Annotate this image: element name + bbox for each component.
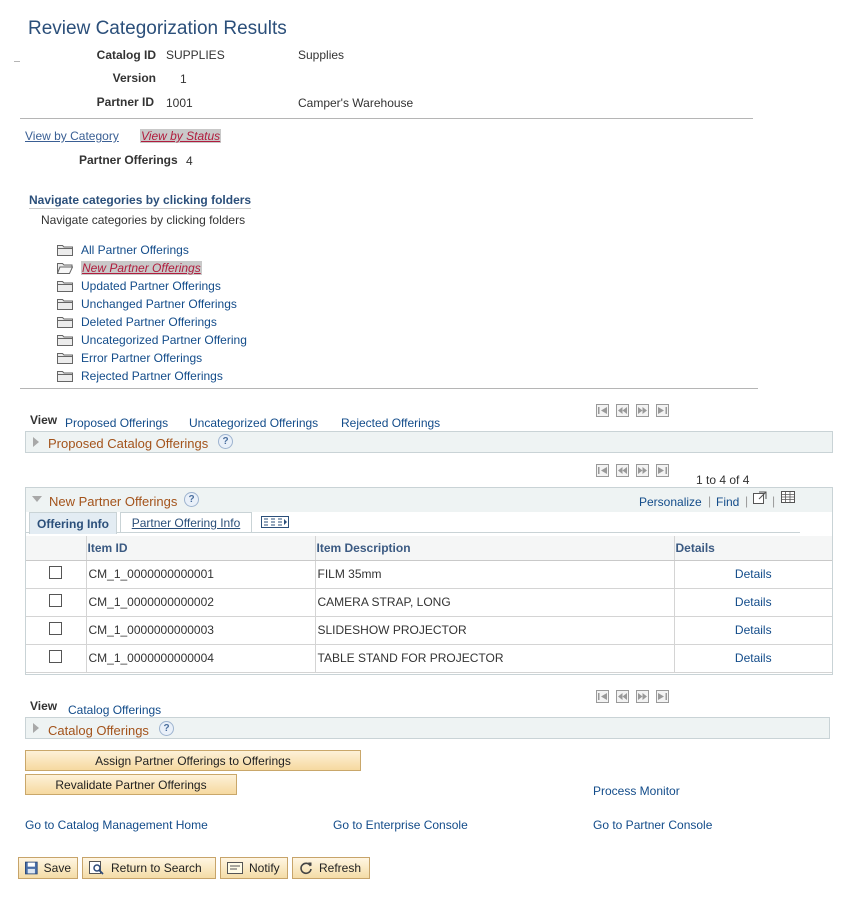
folder-label-rejected[interactable]: Rejected Partner Offerings bbox=[81, 369, 223, 383]
details-cell bbox=[674, 616, 832, 644]
view-by-category-link[interactable]: View by Category bbox=[25, 129, 119, 143]
catalog-id-value: SUPPLIES bbox=[166, 48, 225, 62]
partner-console-link[interactable]: Go to Partner Console bbox=[593, 818, 713, 832]
folder-icon bbox=[57, 334, 73, 346]
folder-label-deleted[interactable]: Deleted Partner Offerings bbox=[81, 315, 217, 329]
notify-button[interactable] bbox=[220, 857, 288, 879]
partner-id-value: 1001 bbox=[166, 96, 193, 110]
help-icon[interactable]: ? bbox=[218, 434, 233, 449]
item-id-cell: CM_1_0000000000002 bbox=[86, 588, 315, 616]
catalog-id-label: Catalog ID bbox=[96, 48, 156, 62]
details-link[interactable]: Details bbox=[734, 567, 772, 581]
separator: | bbox=[745, 494, 749, 508]
next-icon[interactable] bbox=[636, 690, 649, 703]
version-value: 1 bbox=[180, 72, 187, 86]
last-icon[interactable] bbox=[656, 464, 669, 477]
item-id-cell: CM_1_0000000000004 bbox=[86, 644, 315, 672]
proposed-offerings-link[interactable]: Proposed Offerings bbox=[65, 416, 169, 430]
grid-pager-text: 1 to 4 of 4 bbox=[696, 473, 750, 487]
folder-item[interactable] bbox=[57, 295, 247, 313]
row-select-cell bbox=[26, 588, 86, 616]
catalog-offerings-bar[interactable] bbox=[25, 717, 830, 739]
details-link[interactable]: Details bbox=[734, 651, 772, 665]
partner-offerings-count: 4 bbox=[186, 154, 193, 168]
partner-offerings-label: Partner Offerings bbox=[79, 153, 178, 167]
find-link[interactable]: Find bbox=[716, 495, 740, 509]
details-cell bbox=[674, 560, 832, 588]
row-checkbox[interactable] bbox=[49, 650, 62, 663]
refresh-label: Refresh bbox=[319, 861, 362, 875]
row-select-cell bbox=[26, 560, 86, 588]
enterprise-console-link[interactable]: Go to Enterprise Console bbox=[333, 818, 468, 832]
next-icon[interactable] bbox=[636, 404, 649, 417]
process-monitor-link[interactable]: Process Monitor bbox=[593, 784, 680, 798]
table-row bbox=[26, 560, 832, 588]
row-checkbox[interactable] bbox=[49, 622, 62, 635]
folder-icon bbox=[57, 280, 73, 292]
divider bbox=[14, 61, 20, 62]
offerings-table bbox=[26, 536, 832, 673]
proposed-catalog-offerings-bar[interactable] bbox=[25, 431, 833, 453]
folder-item[interactable] bbox=[57, 241, 247, 259]
previous-icon[interactable] bbox=[616, 690, 629, 703]
separator: | bbox=[772, 494, 776, 508]
save-icon bbox=[25, 861, 38, 875]
help-icon[interactable]: ? bbox=[159, 721, 174, 736]
folder-icon bbox=[57, 370, 73, 382]
show-all-columns-icon[interactable] bbox=[261, 516, 289, 528]
folder-tree bbox=[57, 241, 247, 385]
first-icon[interactable] bbox=[596, 404, 609, 417]
notify-icon bbox=[227, 862, 243, 874]
folder-label-unchanged[interactable]: Unchanged Partner Offerings bbox=[81, 297, 237, 311]
grid-title: New Partner Offerings bbox=[49, 494, 178, 509]
next-icon[interactable] bbox=[636, 464, 649, 477]
revalidate-partner-offerings-button[interactable]: Revalidate Partner Offerings bbox=[25, 774, 237, 795]
folder-item[interactable] bbox=[57, 277, 247, 295]
item-description-header: Item Description bbox=[315, 536, 674, 560]
item-description-cell: FILM 35mm bbox=[315, 560, 674, 588]
folder-item[interactable] bbox=[57, 259, 247, 277]
partner-name: Camper's Warehouse bbox=[298, 96, 414, 110]
rejected-offerings-link[interactable]: Rejected Offerings bbox=[341, 416, 441, 430]
partner-id-label: Partner ID bbox=[96, 95, 154, 109]
last-icon[interactable] bbox=[656, 404, 669, 417]
nav-divider bbox=[20, 388, 758, 389]
previous-icon[interactable] bbox=[616, 404, 629, 417]
tab-partner-offering-info-label: Partner Offering Info bbox=[131, 515, 241, 530]
folder-icon bbox=[57, 244, 73, 256]
nav-buttons-2 bbox=[596, 464, 669, 477]
first-icon[interactable] bbox=[596, 464, 609, 477]
tab-partner-offering-info[interactable] bbox=[120, 512, 252, 533]
folder-label-new[interactable]: New Partner Offerings bbox=[82, 261, 201, 275]
header-divider bbox=[20, 118, 753, 119]
details-link[interactable]: Details bbox=[734, 623, 772, 637]
refresh-button[interactable] bbox=[292, 857, 370, 879]
navigate-subtext: Navigate categories by clicking folders bbox=[41, 213, 246, 227]
table-row bbox=[26, 644, 832, 672]
separator: | bbox=[708, 494, 712, 508]
row-checkbox[interactable] bbox=[49, 594, 62, 607]
new-partner-offerings-grid bbox=[25, 487, 833, 675]
catalog-name: Supplies bbox=[298, 48, 345, 62]
save-button[interactable] bbox=[18, 857, 78, 879]
table-row bbox=[26, 588, 832, 616]
folder-icon bbox=[57, 298, 73, 310]
first-icon[interactable] bbox=[596, 690, 609, 703]
item-id-header: Item ID bbox=[86, 536, 315, 560]
item-id-cell: CM_1_0000000000003 bbox=[86, 616, 315, 644]
catalog-offerings-title[interactable]: Catalog Offerings bbox=[48, 723, 149, 738]
expand-icon[interactable] bbox=[33, 723, 39, 733]
folder-item[interactable] bbox=[57, 349, 247, 367]
return-to-search-button[interactable] bbox=[82, 857, 216, 879]
row-select-cell bbox=[26, 644, 86, 672]
folder-label-updated[interactable]: Updated Partner Offerings bbox=[81, 279, 221, 293]
return-to-search-label: Return to Search bbox=[111, 861, 202, 875]
return-to-search-icon bbox=[89, 861, 105, 875]
item-description-cell: CAMERA STRAP, LONG bbox=[315, 588, 674, 616]
item-description-cell: TABLE STAND FOR PROJECTOR bbox=[315, 644, 674, 672]
details-cell bbox=[674, 588, 832, 616]
item-id-cell: CM_1_0000000000001 bbox=[86, 560, 315, 588]
page-title: Review Categorization Results bbox=[28, 18, 287, 39]
folder-label-error[interactable]: Error Partner Offerings bbox=[81, 351, 203, 365]
save-label: Save bbox=[43, 861, 71, 875]
proposed-catalog-offerings-title[interactable]: Proposed Catalog Offerings bbox=[48, 436, 209, 451]
new-window-icon[interactable] bbox=[753, 491, 767, 504]
view-label: View bbox=[30, 413, 58, 427]
details-header: Details bbox=[674, 536, 832, 560]
version-label: Version bbox=[112, 71, 156, 85]
folder-item[interactable] bbox=[57, 367, 247, 385]
view-by-status-link[interactable]: View by Status bbox=[141, 129, 221, 143]
expand-icon[interactable] bbox=[33, 437, 39, 447]
collapse-icon[interactable] bbox=[32, 496, 42, 502]
folder-icon bbox=[57, 316, 73, 328]
catalog-management-home-link[interactable]: Go to Catalog Management Home bbox=[25, 818, 208, 832]
row-checkbox[interactable] bbox=[49, 566, 62, 579]
folder-label-uncategorized[interactable]: Uncategorized Partner Offering bbox=[81, 333, 247, 347]
notify-label: Notify bbox=[249, 861, 280, 875]
last-icon[interactable] bbox=[656, 690, 669, 703]
tab-offering-info[interactable]: Offering Info bbox=[29, 512, 117, 534]
row-select-cell bbox=[26, 616, 86, 644]
folder-item[interactable] bbox=[57, 313, 247, 331]
folder-label-all[interactable]: All Partner Offerings bbox=[81, 243, 189, 257]
uncategorized-offerings-link[interactable]: Uncategorized Offerings bbox=[189, 416, 319, 430]
personalize-link[interactable]: Personalize bbox=[639, 495, 702, 509]
details-link[interactable]: Details bbox=[734, 595, 772, 609]
previous-icon[interactable] bbox=[616, 464, 629, 477]
table-row bbox=[26, 616, 832, 644]
assign-partner-offerings-button[interactable]: Assign Partner Offerings to Offerings bbox=[25, 750, 361, 771]
folder-open-icon bbox=[57, 262, 73, 274]
spreadsheet-icon[interactable] bbox=[781, 491, 795, 503]
refresh-icon bbox=[299, 861, 313, 875]
details-cell bbox=[674, 644, 832, 672]
help-icon[interactable]: ? bbox=[184, 492, 199, 507]
item-description-cell: SLIDESHOW PROJECTOR bbox=[315, 616, 674, 644]
navigate-heading: Navigate categories by clicking folders bbox=[29, 193, 252, 207]
catalog-offerings-link[interactable]: Catalog Offerings bbox=[68, 703, 162, 717]
folder-item[interactable] bbox=[57, 331, 247, 349]
nav-buttons-3 bbox=[596, 690, 669, 703]
table-header-row bbox=[26, 536, 832, 560]
nav-buttons-1 bbox=[596, 404, 669, 417]
folder-icon bbox=[57, 352, 73, 364]
view-label: View bbox=[30, 699, 58, 713]
select-column-header bbox=[26, 536, 86, 560]
